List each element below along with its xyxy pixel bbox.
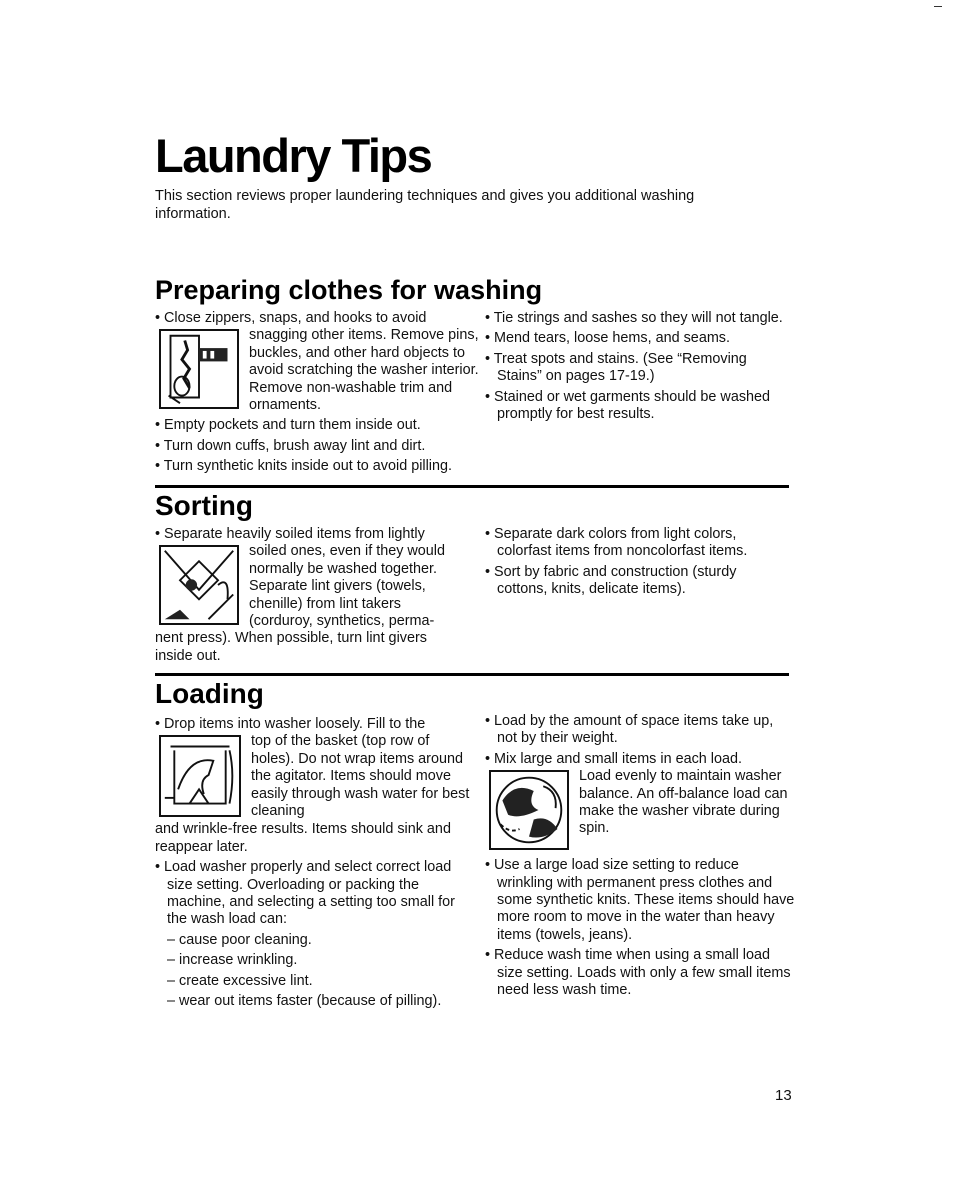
preparing-first-line: • Close zippers, snaps, and hooks to avoid bbox=[155, 310, 427, 326]
loading-item: • Load washer properly and select correct load size setting. Overloading or packing the machine, and selecting a setting too small for the wash load can: bbox=[155, 859, 455, 928]
page-title: Laundry Tips bbox=[155, 129, 432, 182]
loading-right-column bbox=[485, 713, 795, 999]
preparing-item: • Tie strings and sashes so they will not tangle. bbox=[485, 310, 783, 326]
loading-item: • Reduce wash time when using a small load size setting. Loads with only a few small items need less wash time. bbox=[485, 947, 791, 999]
sorting-item: • Separate dark colors from light colors, colorfast items from noncolorfast items. bbox=[485, 526, 748, 560]
sorting-first-line: • Separate heavily soiled items from lightly bbox=[155, 526, 425, 542]
preparing-item: • Turn down cuffs, brush away lint and dirt. bbox=[155, 437, 426, 454]
loading-tail-text: and wrinkle-free results. Items should sink and reappear later. bbox=[155, 821, 451, 855]
loading-wrap-text: Load evenly to maintain washer balance. An off-balance load can make the washer vibrate during spin. bbox=[579, 768, 788, 837]
loading-sub-item: – increase wrinkling. bbox=[167, 952, 298, 969]
preparing-item: • Empty pockets and turn them inside out. bbox=[155, 417, 421, 434]
sorting-heading: Sorting bbox=[155, 490, 253, 521]
preparing-right-column bbox=[485, 310, 785, 423]
loading-sub-item: – wear out items faster (because of pilling). bbox=[167, 993, 442, 1010]
sorting-item: • Sort by fabric and construction (sturdy cottons, knits, delicate items). bbox=[485, 563, 737, 598]
loading-sub-item: – create excessive lint. bbox=[167, 972, 313, 989]
preparing-item: • Mend tears, loose hems, and seams. bbox=[485, 330, 730, 347]
balanced-load-icon bbox=[489, 770, 569, 850]
preparing-item: • Turn synthetic knits inside out to avoid pilling. bbox=[155, 458, 453, 475]
loading-heading: Loading bbox=[155, 678, 264, 709]
section-divider bbox=[155, 673, 789, 676]
preparing-item: • Treat spots and stains. (See “Removing Stains” on pages 17-19.) bbox=[485, 350, 747, 385]
preparing-wrap-text: snagging other items. Remove pins, buckles, and other hard objects to avoid scratching the washer interior. Remove non-washable trim and ornaments. bbox=[249, 327, 479, 414]
page-number: 13 bbox=[775, 1087, 792, 1104]
loading-first-line: • Drop items into washer loosely. Fill to the bbox=[155, 716, 426, 732]
loading-item: • Use a large load size setting to reduce wrinkling with permanent press clothes and some synthetic knits. These items should have more room to move in the water than heavy items (towels, jeans). bbox=[485, 857, 795, 943]
section-divider bbox=[155, 485, 789, 488]
loading-sub-item: – cause poor cleaning. bbox=[167, 931, 312, 948]
sorting-clothes-icon bbox=[159, 545, 239, 625]
loading-left-column bbox=[155, 716, 470, 1010]
preparing-item: • Stained or wet garments should be washed promptly for best results. bbox=[485, 388, 771, 423]
sorting-tail-text: nent press). When possible, turn lint givers inside out. bbox=[155, 630, 427, 664]
preparing-left-column bbox=[155, 310, 480, 476]
sorting-wrap-text: soiled ones, even if they would normally be washed together. Separate lint givers (towels, chenille) from lint takers (corduroy, synthetics, perma- bbox=[249, 543, 445, 630]
preparing-heading: Preparing clothes for washing bbox=[155, 275, 543, 305]
basket-loading-icon bbox=[159, 735, 241, 817]
sorting-right-column bbox=[485, 526, 785, 599]
scan-mark bbox=[934, 6, 942, 7]
sorting-left-column bbox=[155, 526, 465, 665]
zipper-garment-icon bbox=[159, 329, 239, 409]
loading-item: • Load by the amount of space items take up, not by their weight. bbox=[485, 713, 774, 747]
loading-item: • Mix large and small items in each load. bbox=[485, 750, 742, 767]
intro-text: This section reviews proper laundering techniques and gives you additional washing information. bbox=[155, 188, 695, 222]
loading-wrap-text: top of the basket (top row of holes). Do not wrap items around the agitator. Items should move easily through wash water for best cleaning bbox=[251, 733, 470, 820]
